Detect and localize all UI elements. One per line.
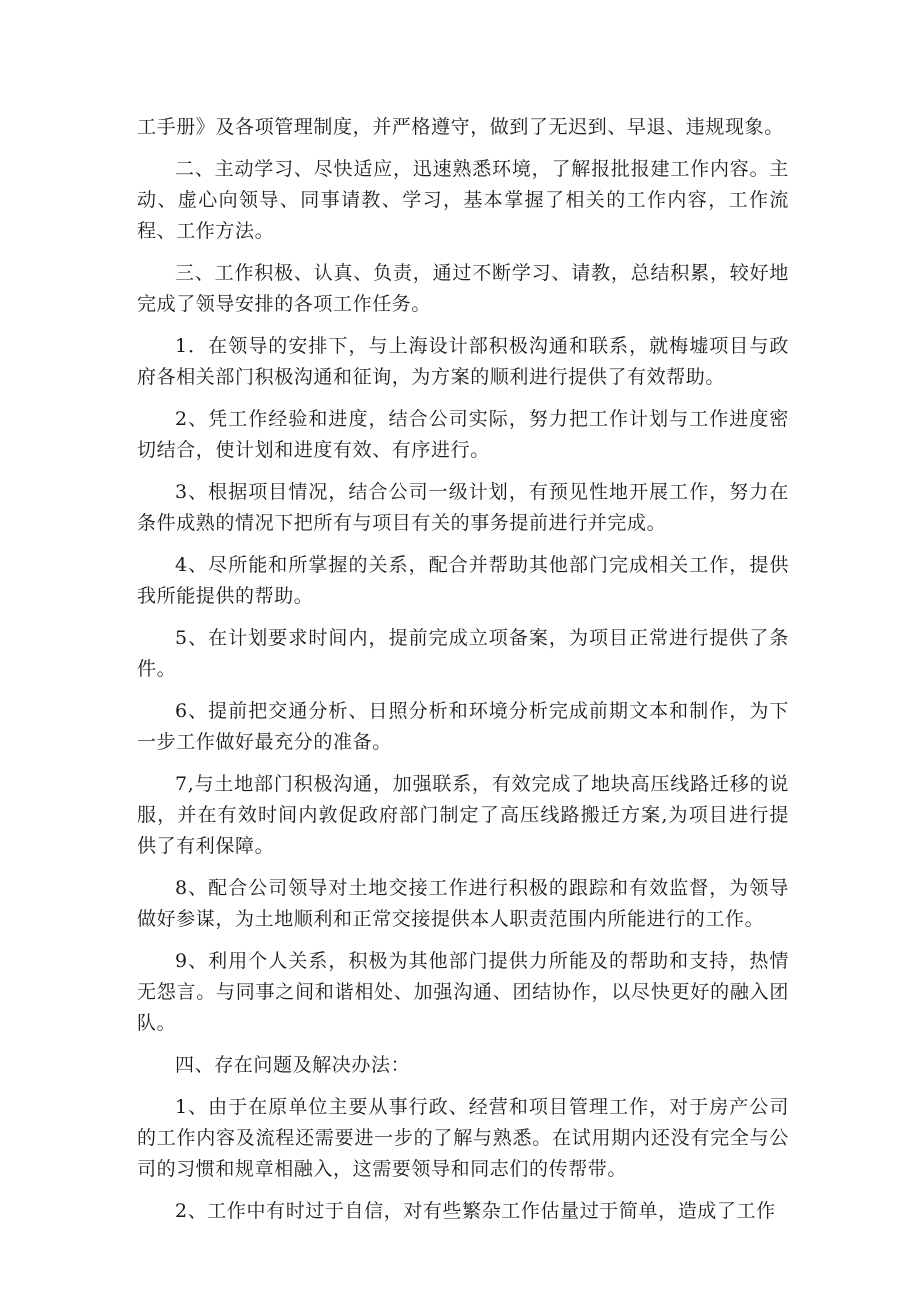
- problem-item-2: 2、工作中有时过于自信，对有些繁杂工作估量过于简单，造成了工作: [175, 1200, 776, 1222]
- list-item-4: 4、尽所能和所掌握的关系，配合并帮助其他部门完成相关工作，提供我所能提供的帮助。: [137, 554, 789, 607]
- list-item-7: 7,与土地部门积极沟通，加强联系，有效完成了地块高压线路迁移的说服，并在有效时间内敦促政府部门制定了高压线路搬迁方案,为项目进行提供了有利保障。: [137, 773, 789, 857]
- paragraph-handbook-compliance: 工手册》及各项管理制度，并严格遵守，做到了无迟到、早退、违规现象。: [137, 116, 784, 138]
- list-item-6: 6、提前把交通分析、日照分析和环境分析完成前期文本和制作，为下一步工作做好最充分的准备。: [137, 700, 789, 753]
- list-item-1: 1．在领导的安排下，与上海设计部积极沟通和联系，就梅墟项目与政府各相关部门积极沟通和征询，为方案的顺利进行提供了有效帮助。: [137, 335, 789, 388]
- list-item-9: 9、利用个人关系，积极为其他部门提供力所能及的帮助和支持，热情无怨言。与同事之间和谐相处、加强沟通、团结协作，以尽快更好的融入团队。: [137, 950, 789, 1034]
- problem-item-1: 1、由于在原单位主要从事行政、经营和项目管理工作，对于房产公司的工作内容及流程还需要进一步的了解与熟悉。在试用期内还没有完全与公司的习惯和规章相融入，这需要领导和同志们的传帮带。: [137, 1096, 789, 1180]
- list-item-8: 8、配合公司领导对土地交接工作进行积极的跟踪和有效监督，为领导做好参谋，为土地顺利和正常交接提供本人职责范围内所能进行的工作。: [137, 877, 789, 930]
- paragraph-section-three: 三、工作积极、认真、负责，通过不断学习、请教，总结积累，较好地完成了领导安排的各项工作任务。: [137, 262, 789, 315]
- list-item-3: 3、根据项目情况，结合公司一级计划，有预见性地开展工作，努力在条件成熟的情况下把所有与项目有关的事务提前进行并完成。: [137, 481, 789, 534]
- paragraph-section-two: 二、主动学习、尽快适应，迅速熟悉环境，了解报批报建工作内容。主动、虚心向领导、同事请教、学习，基本掌握了相关的工作内容，工作流程、工作方法。: [137, 158, 789, 242]
- document-body: [137, 112, 789, 1238]
- list-item-5: 5、在计划要求时间内，提前完成立项备案，为项目正常进行提供了条件。: [137, 627, 789, 680]
- list-item-2: 2、凭工作经验和进度，结合公司实际，努力把工作计划与工作进度密切结合，使计划和进度有效、有序进行。: [137, 408, 789, 461]
- section-heading-four: 四、存在问题及解决办法：: [175, 1054, 411, 1076]
